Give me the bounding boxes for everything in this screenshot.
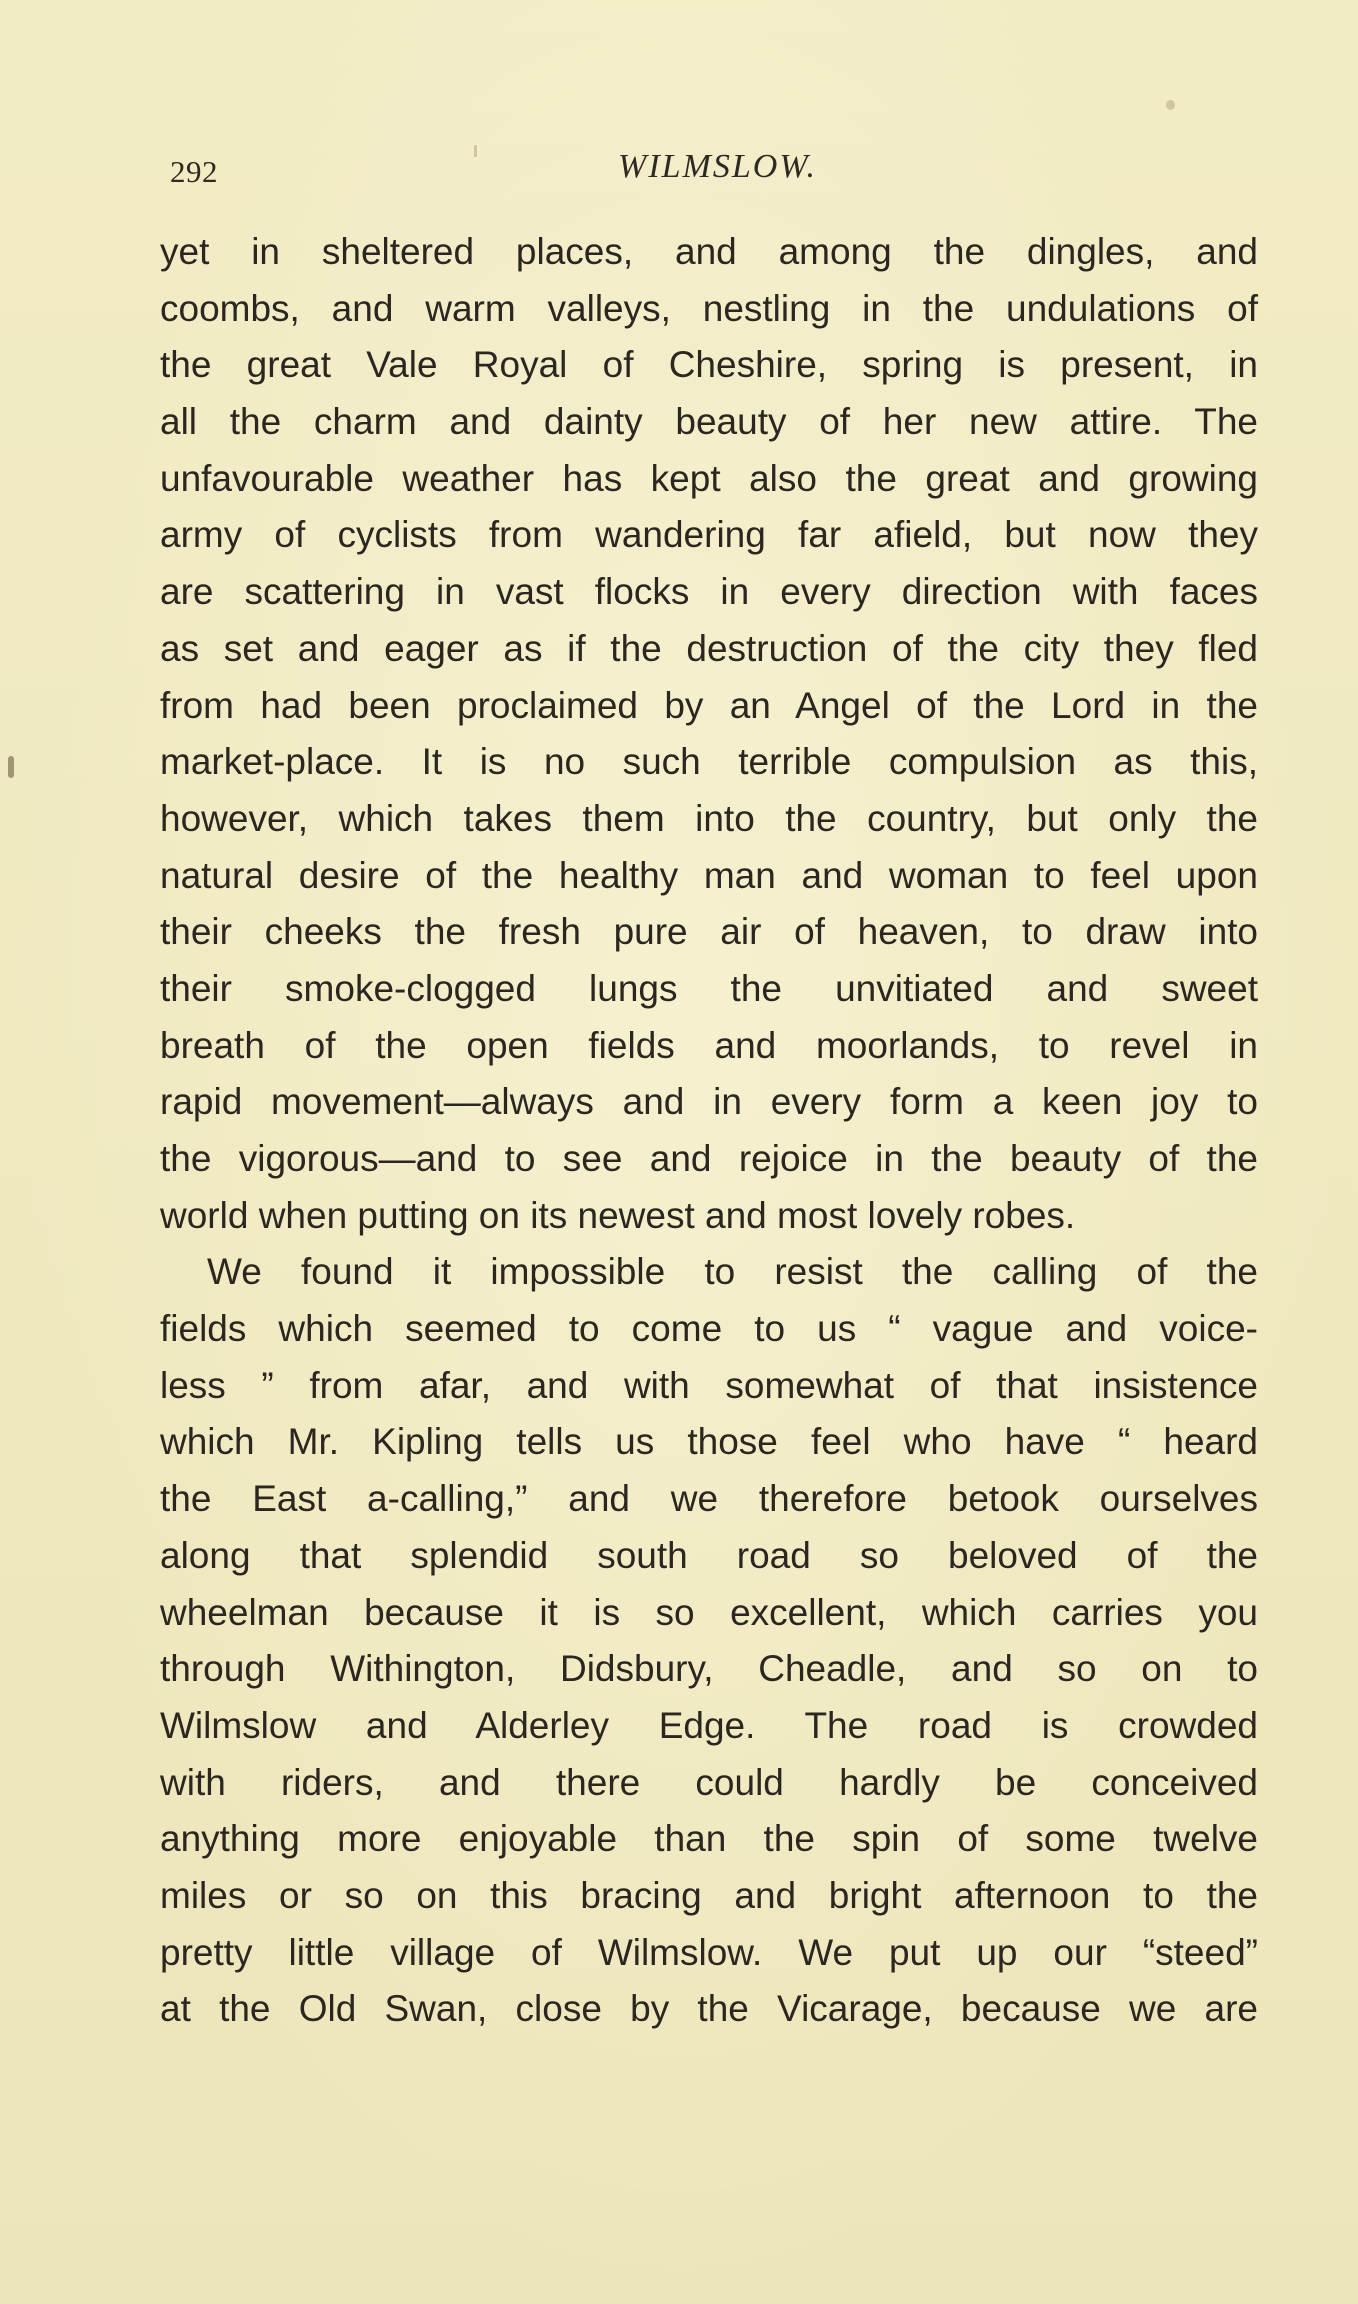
running-head: [158, 148, 1258, 198]
text-line: coombs, and warm valleys, nestling in the undulations of: [160, 287, 1258, 329]
text-line: the vigorous—and to see and rejoice in the beauty of the: [160, 1138, 1258, 1179]
text-line: which Mr. Kipling tells us those feel who have “ heard: [160, 1421, 1258, 1463]
text-line: Wilmslow and Alderley Edge. The road is crowded: [160, 1704, 1258, 1746]
text-line: all the charm and dainty beauty of her new attire. The: [160, 401, 1258, 443]
text-line: unfavourable weather has kept also the great and growing: [160, 457, 1258, 499]
text-line: along that splendid south road so beloved of the: [160, 1534, 1258, 1576]
body-text: [160, 224, 1258, 2038]
text-line: the great Vale Royal of Cheshire, spring is present, in: [160, 344, 1258, 386]
text-line: at the Old Swan, close by the Vicarage, because we are: [160, 1988, 1258, 2030]
text-line: are scattering in vast flocks in every direction with faces: [160, 571, 1258, 613]
running-title: WILMSLOW.: [618, 148, 818, 185]
text-line: their cheeks the fresh pure air of heaven, to draw into: [160, 911, 1258, 953]
text-line: the East a-calling,” and we therefore betook ourselves: [160, 1478, 1258, 1520]
text-line: their smoke-clogged lungs the unvitiated and sweet: [160, 967, 1258, 1009]
text-line: miles or so on this bracing and bright afternoon to the: [160, 1874, 1258, 1916]
text-line: rapid movement—always and in every form a keen joy to: [160, 1081, 1258, 1123]
text-line: market-place. It is no such terrible compulsion as this,: [160, 741, 1258, 783]
text-line: natural desire of the healthy man and woman to feel upon: [160, 854, 1258, 896]
page-number: 292: [170, 154, 218, 189]
text-line: as set and eager as if the destruction of the city they fled: [160, 627, 1258, 669]
paper-fleck: [1166, 100, 1175, 110]
text-line: however, which takes them into the country, but only the: [160, 797, 1258, 839]
text-line: breath of the open fields and moorlands, to revel in: [160, 1024, 1258, 1066]
text-line: through Withington, Didsbury, Cheadle, and so on to: [160, 1648, 1258, 1690]
margin-mark: [8, 756, 14, 778]
text-line: with riders, and there could hardly be conceived: [160, 1761, 1258, 1803]
text-line: army of cyclists from wandering far afield, but now they: [160, 514, 1258, 556]
text-line: We found it impossible to resist the calling of the: [207, 1251, 1258, 1293]
text-line: world when putting on its newest and most lovely robes.: [160, 1194, 1076, 1236]
text-line: yet in sheltered places, and among the dingles, and: [160, 231, 1258, 272]
text-line: anything more enjoyable than the spin of some twelve: [160, 1818, 1258, 1860]
text-line: less ” from afar, and with somewhat of that insistence: [160, 1364, 1258, 1406]
text-line: pretty little village of Wilmslow. We put up our “steed”: [160, 1931, 1258, 1973]
text-line: from had been proclaimed by an Angel of the Lord in the: [160, 684, 1258, 726]
text-line: fields which seemed to come to us “ vague and voice-: [160, 1308, 1258, 1350]
text-line: wheelman because it is so excellent, which carries you: [160, 1591, 1258, 1633]
